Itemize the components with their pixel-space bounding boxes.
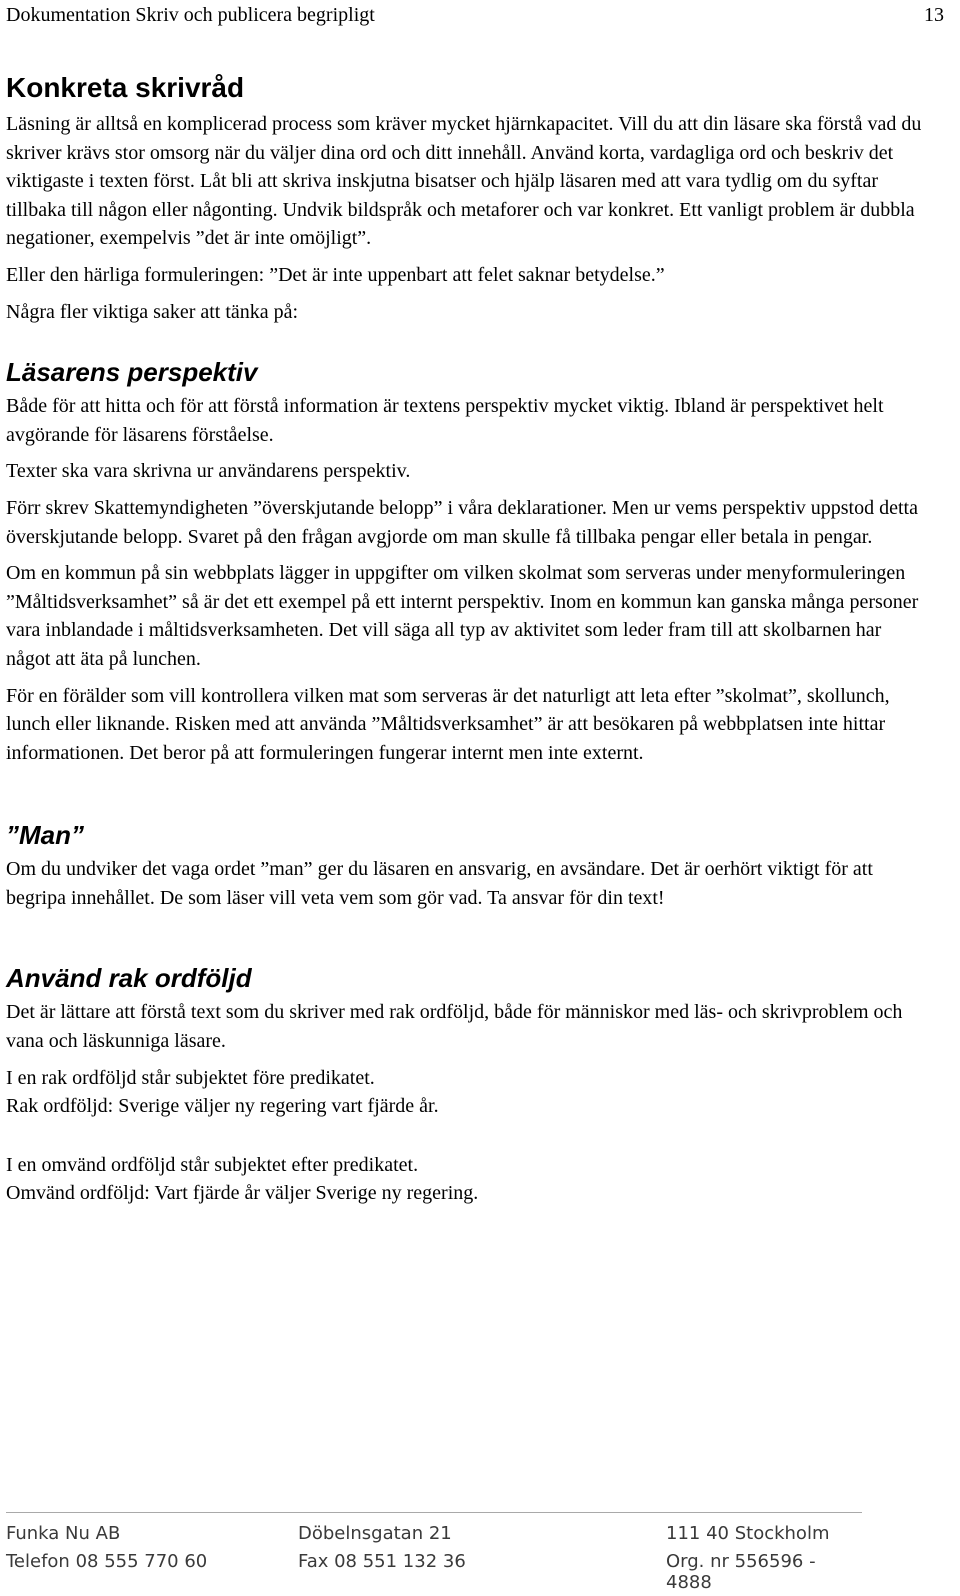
section-heading-perspektiv: Läsarens perspektiv	[6, 357, 258, 388]
paragraph: Om du undviker det vaga ordet ”man” ger du läsaren en ansvarig, en avsändare. Det är oerhört viktigt för att begripa innehållet. De som läser vill veta vem som gör vad. Ta ansvar för din text!	[6, 858, 873, 909]
paragraph: För en förälder som vill kontrollera vilken mat som serveras är det naturligt att leta efter ”skolmat”, skollunch, lunch eller liknande. Risken med att använda ”Måltidsverksamhet” är att besökaren på webbplatsen inte hittar informationen. Det beror på att formuleringen fungerar internt men inte externt.	[6, 684, 890, 764]
footer-fax: Fax 08 551 132 36	[298, 1551, 466, 1572]
paragraph: Omvänd ordföljd: Vart fjärde år väljer Sverige ny regering.	[6, 1182, 479, 1205]
footer-city: 111 40 Stockholm	[666, 1523, 830, 1544]
paragraph: Några fler viktiga saker att tänka på:	[6, 300, 299, 323]
page-footer	[6, 1512, 862, 1593]
paragraph: Läsning är alltså en komplicerad process som kräver mycket hjärnkapacitet. Vill du att din läsare ska förstå vad du skriver krävs stor omsorg när du väljer dina ord och ditt innehåll. Använd korta, vardagliga ord och beskriv det viktigaste i texten först. Låt bli att skriva inskjutna bisatser och hjälp läsaren med att vara tydlig om du syftar tillbaka till någon eller någonting. Undvik bildspråk och metaforer och var konkret. Ett vanligt problem är dubbla negationer, exempelvis ”det är inte omöjligt”.	[6, 113, 922, 250]
footer-company: Funka Nu AB	[6, 1523, 121, 1544]
footer-row	[6, 1551, 862, 1593]
section-heading-ordfoljd: Använd rak ordföljd	[6, 963, 252, 994]
section-heading-skrivrad: Konkreta skrivråd	[6, 72, 245, 103]
paragraph: Eller den härliga formuleringen: ”Det är inte uppenbart att felet saknar betydelse.”	[6, 263, 665, 286]
paragraph: Förr skrev Skattemyndigheten ”överskjutande belopp” i våra deklarationer. Men ur vems perspektiv uppstod detta överskjutande belopp. Svaret på den frågan avgjorde om man skulle få tillbaka pengar eller betala in pengar.	[6, 496, 918, 548]
document-title: Dokumentation Skriv och publicera begripligt	[6, 4, 375, 26]
paragraph: I en omvänd ordföljd står subjektet efter predikatet.	[6, 1153, 419, 1176]
footer-address: Döbelnsgatan 21	[298, 1523, 452, 1544]
footer-phone: Telefon 08 555 770 60	[6, 1551, 208, 1572]
paragraph: Texter ska vara skrivna ur användarens perspektiv.	[6, 460, 411, 483]
paragraph: I en rak ordföljd står subjektet före predikatet.	[6, 1066, 375, 1089]
paragraph: Både för att hitta och för att förstå information är textens perspektiv mycket viktig. Ibland är perspektivet helt avgörande för läsarens förståelse.	[6, 395, 884, 446]
footer-row	[6, 1523, 862, 1551]
section-heading-man: ”Man”	[6, 820, 84, 851]
page-number: 13	[924, 4, 944, 26]
paragraph: Rak ordföljd: Sverige väljer ny regering vart fjärde år.	[6, 1095, 439, 1118]
footer-org-number: Org. nr 556596 - 4888	[666, 1551, 816, 1593]
page-header	[6, 2, 944, 30]
footer-divider	[6, 1512, 862, 1513]
paragraph: Om en kommun på sin webbplats lägger in uppgifter om vilken skolmat som serveras under menyformuleringen ”Måltidsverksamhet” så är det ett exempel på ett internt perspektiv. Inom en kommun kan ganska många personer vara inblandade i måltidsverksamheten. Det vill säga all typ av aktivitet som leder fram till att skolbarnen har något att äta på lunchen.	[6, 562, 919, 670]
paragraph: Det är lättare att förstå text som du skriver med rak ordföljd, både för människor med läs- och skrivproblem och vana och läskunniga läsare.	[6, 1001, 903, 1053]
document-body	[6, 70, 926, 1216]
